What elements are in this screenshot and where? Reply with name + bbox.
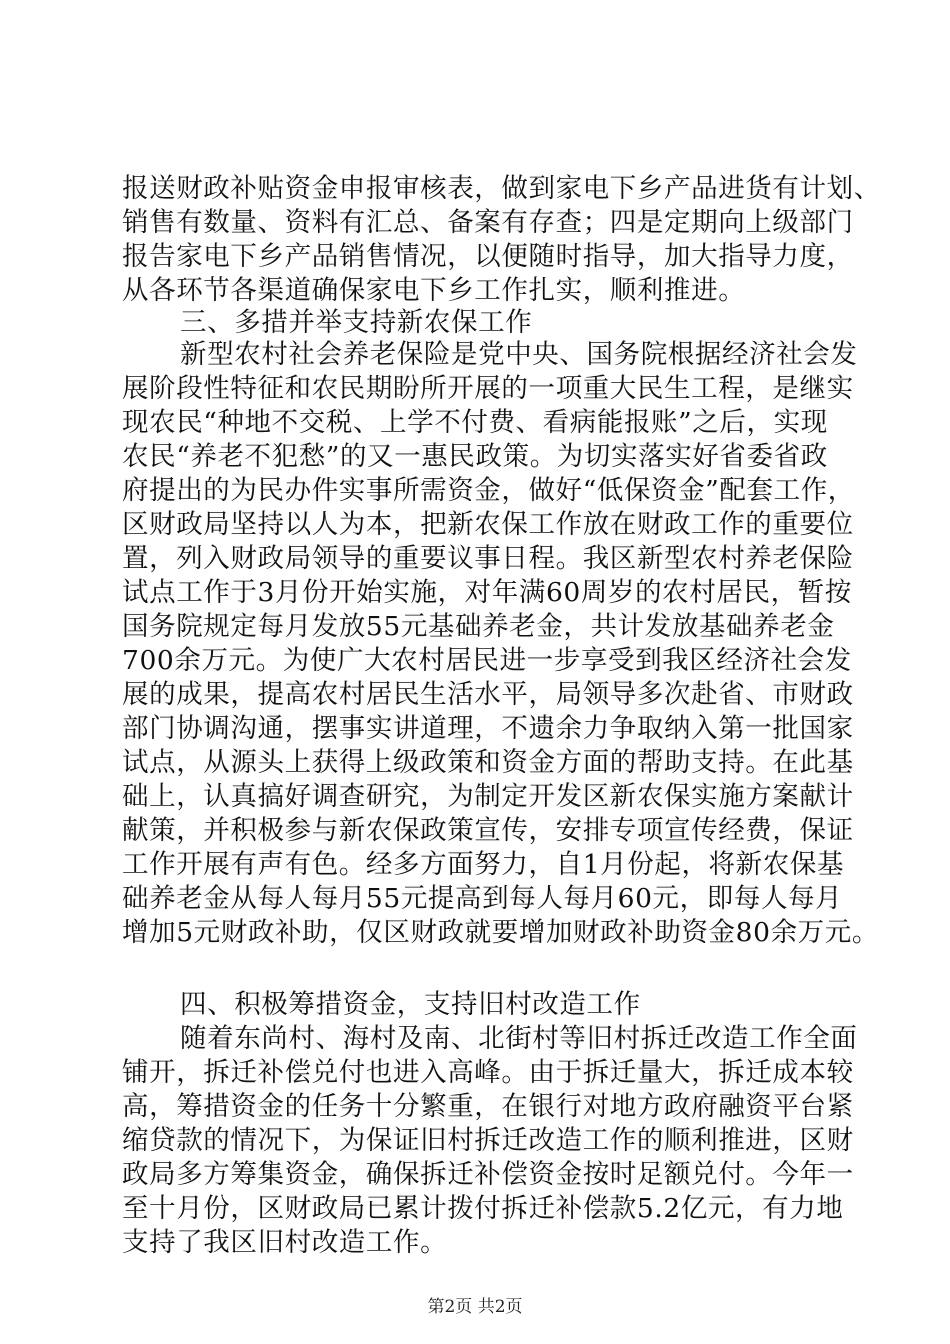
- body-text-line: 现农民“种地不交税、上学不付费、看病能报账”之后，实现: [122, 407, 828, 438]
- section-heading: 四、积极筹措资金，支持旧村改造工作: [180, 989, 641, 1020]
- body-text-line: 试点，从源头上获得上级政策和资金方面的帮助支持。在此基: [122, 747, 854, 778]
- body-text-line: 农民“养老不犯愁”的又一惠民政策。为切实落实好省委省政: [122, 441, 828, 472]
- body-text-line: 试点工作于3月份开始实施，对年满60周岁的农村居民，暂按: [122, 577, 852, 608]
- body-text-line: 础上，认真搞好调查研究，为制定开发区新农保实施方案献计: [122, 781, 854, 812]
- page-number-footer: 第2页 共2页: [427, 1297, 523, 1317]
- body-text-line: 区财政局坚持以人为本，把新农保工作放在财政工作的重要位: [122, 509, 854, 540]
- body-text-line: 府提出的为民办件实事所需资金，做好“低保资金”配套工作，: [122, 475, 855, 506]
- body-text-line: 础养老金从每人每月55元提高到每人每月60元，即每人每月: [122, 883, 843, 914]
- body-text-line: 随着东尚村、海村及南、北街村等旧村拆迁改造工作全面: [180, 1023, 858, 1054]
- body-text-line: 献策，并积极参与新农保政策宣传，安排专项宣传经费，保证: [122, 815, 854, 846]
- body-text-line: 支持了我区旧村改造工作。: [122, 1227, 448, 1258]
- body-text-line: 展阶段性特征和农民期盼所开展的一项重大民生工程，是继实: [122, 373, 854, 404]
- body-text-line: 工作开展有声有色。经多方面努力，自1月份起，将新农保基: [122, 849, 845, 880]
- body-text-line: 新型农村社会养老保险是党中央、国务院根据经济社会发: [180, 339, 858, 370]
- body-text-line: 销售有数量、资料有汇总、备案有存查；四是定期向上级部门: [122, 207, 854, 238]
- body-text-line: 国务院规定每月发放55元基础养老金，共计发放基础养老金: [122, 611, 835, 642]
- section-heading: 三、多措并举支持新农保工作: [180, 307, 533, 338]
- body-text-line: 缩贷款的情况下，为保证旧村拆迁改造工作的顺利推进，区财: [122, 1125, 854, 1156]
- body-text-line: 增加5元财政补助，仅区财政就要增加财政补助资金80余万元。: [122, 917, 879, 948]
- body-text-line: 展的成果，提高农村居民生活水平，局领导多次赴省、市财政: [122, 679, 854, 710]
- body-text-line: 置，列入财政局领导的重要议事日程。我区新型农村养老保险: [122, 543, 854, 574]
- body-text-line: 报告家电下乡产品销售情况，以便随时指导，加大指导力度，: [122, 241, 854, 272]
- body-text-line: 至十月份，区财政局已累计拨付拆迁补偿款5.2亿元，有力地: [122, 1193, 844, 1224]
- body-text-line: 700余万元。为使广大农村居民进一步享受到我区经济社会发: [122, 645, 852, 676]
- body-text-line: 铺开，拆迁补偿兑付也进入高峰。由于拆迁量大，拆迁成本较: [122, 1057, 854, 1088]
- body-text-line: 政局多方筹集资金，确保拆迁补偿资金按时足额兑付。今年一: [122, 1159, 854, 1190]
- body-text-line: 从各环节各渠道确保家电下乡工作扎实，顺利推进。: [122, 275, 746, 306]
- body-text-line: 报送财政补贴资金申报审核表，做到家电下乡产品进货有计划、: [122, 173, 881, 204]
- body-text-line: 高，筹措资金的任务十分繁重，在银行对地方政府融资平台紧: [122, 1091, 854, 1122]
- body-text-line: 部门协调沟通，摆事实讲道理，不遗余力争取纳入第一批国家: [122, 713, 854, 744]
